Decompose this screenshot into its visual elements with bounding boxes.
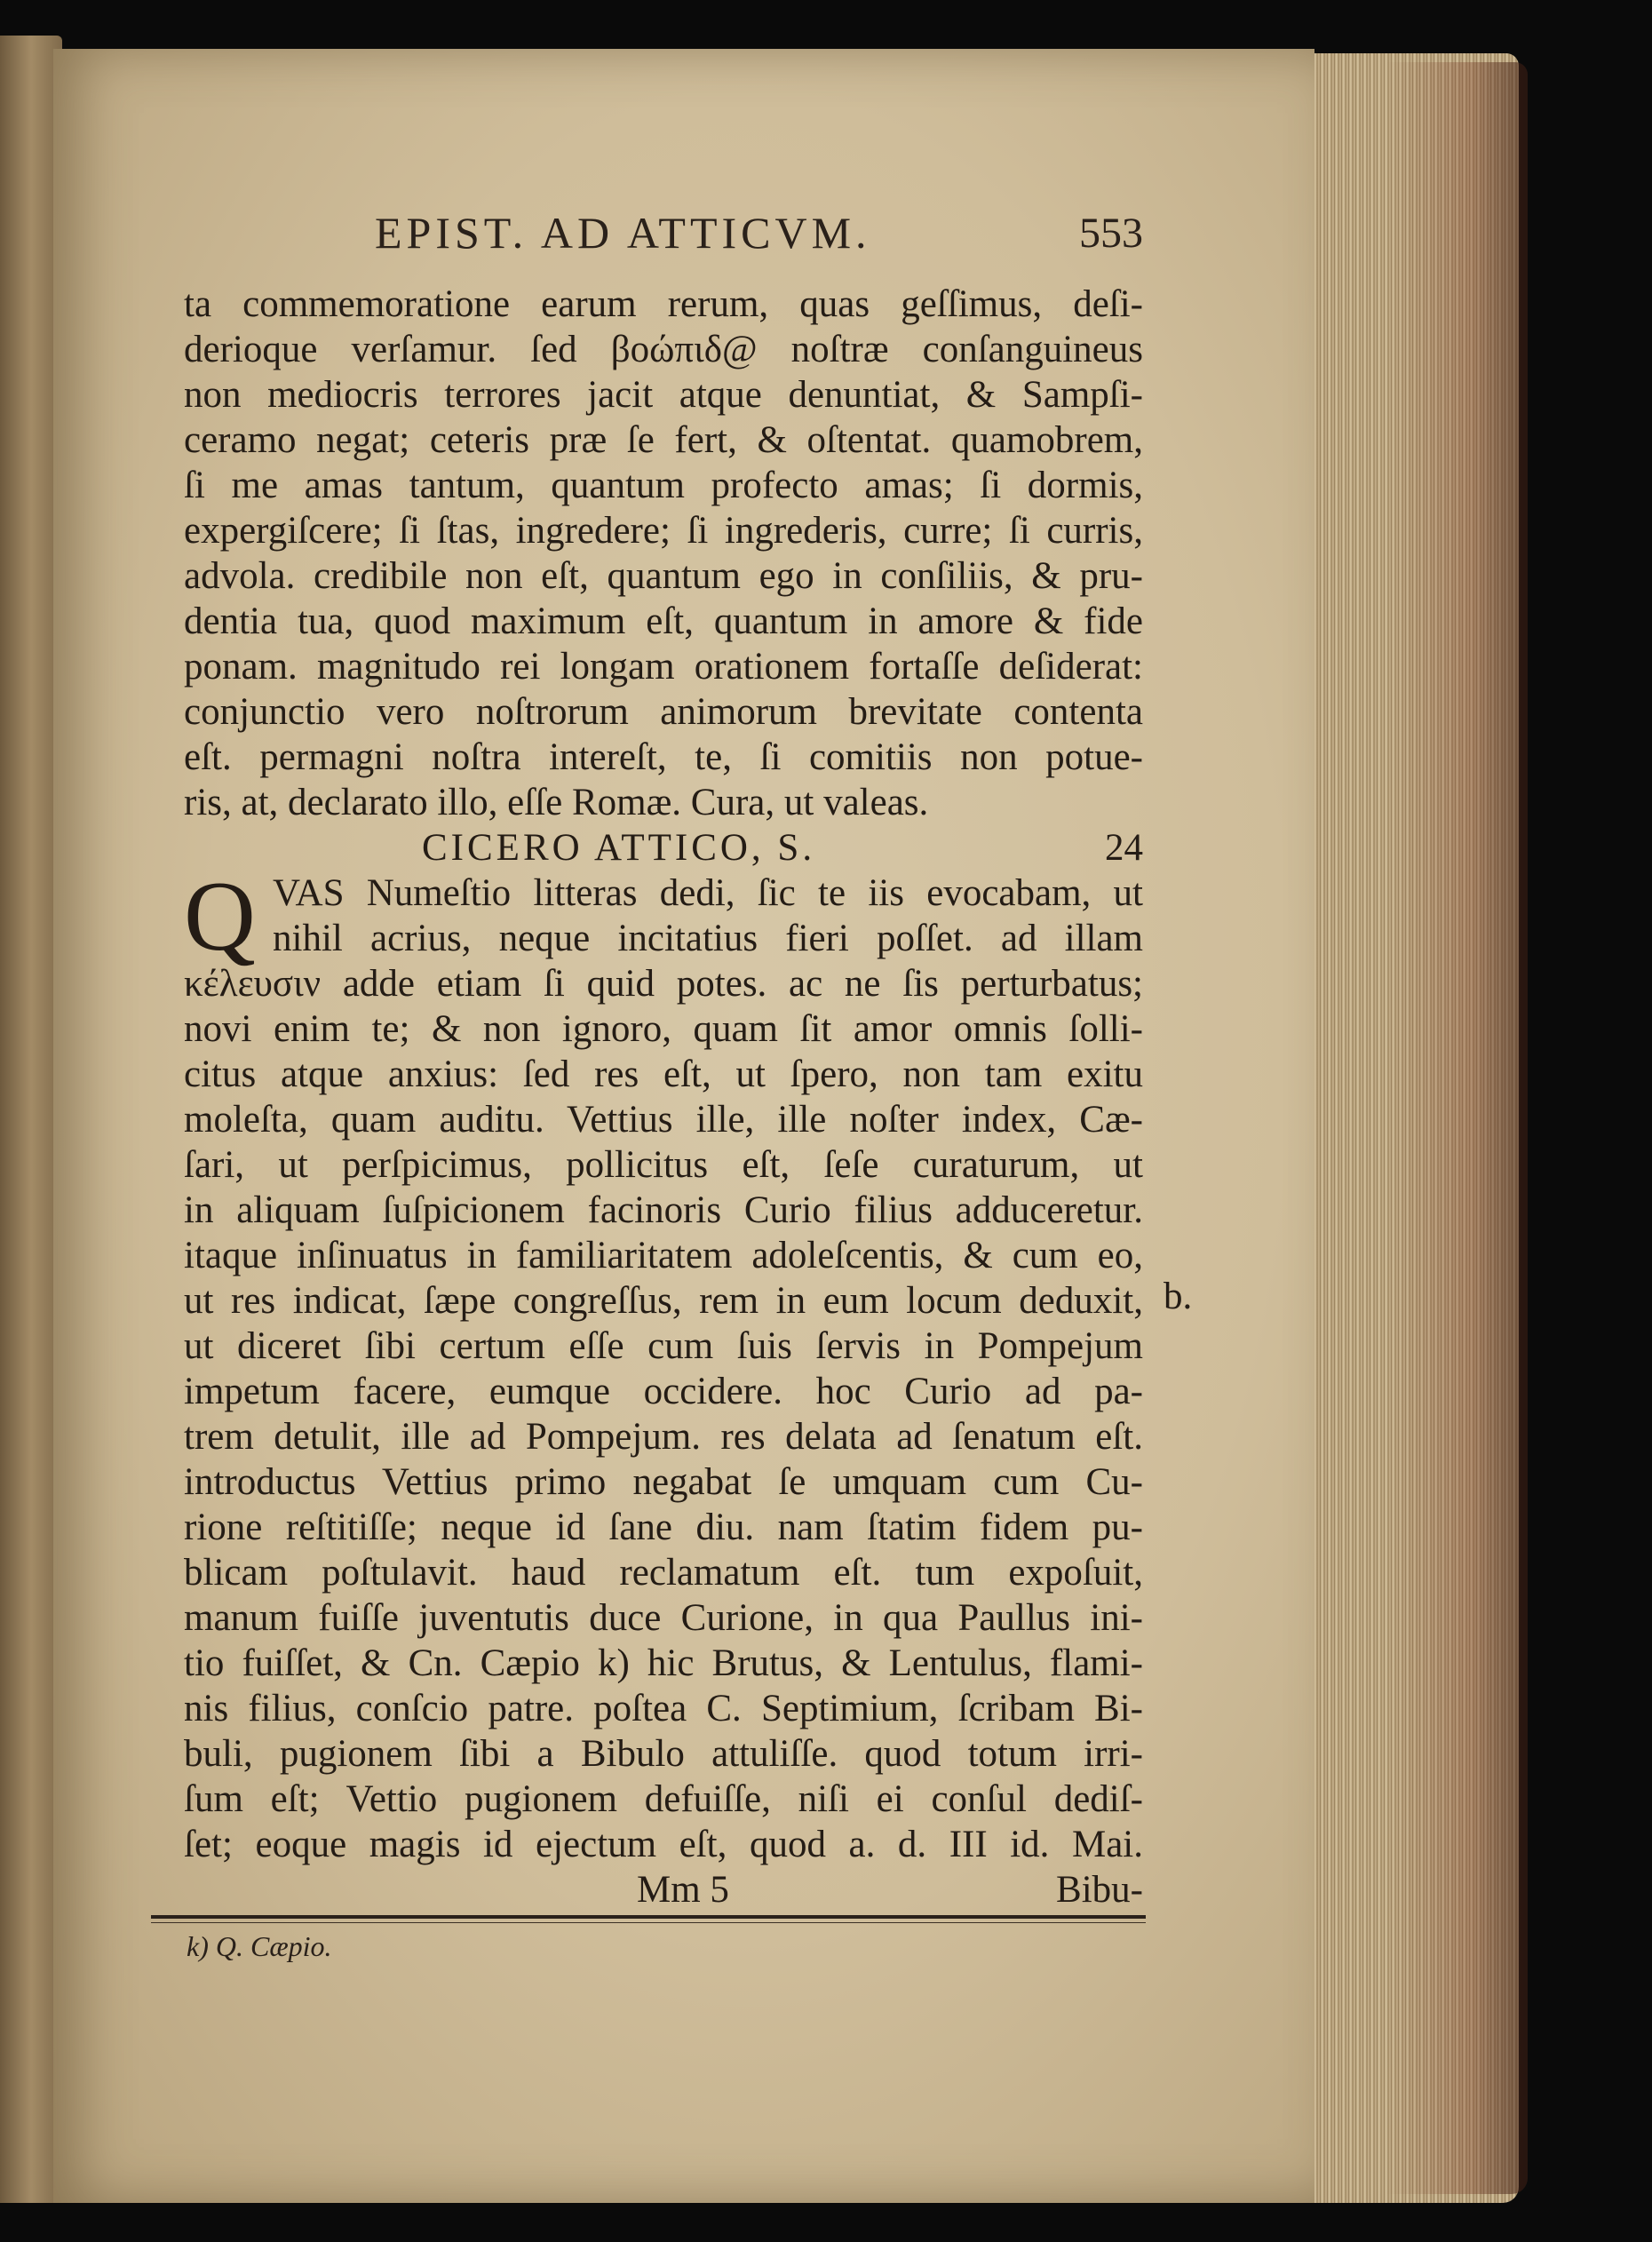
text-line: tio fuiſſet, & Cn. Cæpio k) hic Brutus, & Lentulus, flami- [184,1642,1143,1684]
initial-block [184,862,1143,972]
text-lines-after [184,961,1143,1867]
footnote: k) Q. Cæpio. [187,1930,332,1962]
text-line: conjunctio vero noſtrorum animorum brevitate contenta [184,691,1143,733]
text-line: advola. credibile non eſt, quantum ego in conſiliis, & pru- [184,555,1143,597]
drop-cap: Q [184,862,256,972]
text-line: ponam. magnitudo rei longam orationem fortaſſe deſiderat: [184,646,1143,688]
text-line: derioque verſamur. ſed βοώπιδ@ noſtræ conſanguineus [184,329,1143,370]
text-line: VAS Numeſtio litteras dedi, ſic te iis evocabam, ut [273,872,1143,914]
text-line: blicam poſtulavit. haud reclamatum eſt. tum expoſuit, [184,1552,1143,1594]
page-number: 553 [1079,210,1143,257]
initial-lines [184,862,1143,972]
letter-title: CICERO ATTICO, S. [422,827,816,869]
text-line: buli, pugionem ſibi a Bibulo attuliſſe. quod totum irri- [184,1733,1143,1775]
text-line: rione reſtitiſſe; neque id ſane diu. nam ſtatim fidem pu- [184,1507,1143,1548]
text-line: nihil acrius, neque incitatius fieri poſſet. ad illam [273,918,1143,959]
letter-heading [184,825,1143,871]
text-line: ta commemoratione earum rerum, quas geſſimus, deſi- [184,283,1143,325]
text-line: ſet; eoque magis id ejectum eſt, quod a. d. III id. Mai. [184,1824,1143,1865]
text-line: trem detulit, ille ad Pompejum. res delata ad ſenatum eſt. [184,1416,1143,1458]
text-line: nis filius, conſcio patre. poſtea C. Septimium, ſcribam Bi- [184,1688,1143,1729]
text-line: in aliquam ſuſpicionem facinoris Curio filius adduceretur. [184,1189,1143,1231]
running-head: EPIST. AD ATTICVM. [375,208,871,258]
text-line: citus atque anxius: ſed res eſt, ut ſpero, non tam exitu [184,1053,1143,1095]
signature-mark: Mm 5 [637,1869,729,1911]
text-line: introductus Vettius primo negabat ſe umquam cum Cu- [184,1461,1143,1503]
letter-number: 24 [1105,827,1143,869]
text-line: novi enim te; & non ignoro, quam ſit amor omnis ſolli- [184,1008,1143,1050]
text-line: impetum facere, eumque occidere. hoc Curio ad pa- [184,1371,1143,1412]
text-line: moleſta, quam auditu. Vettius ille, ille noſter index, Cæ- [184,1099,1143,1141]
text-line: non mediocris terrores jacit atque denuntiat, & Sampſi- [184,374,1143,416]
text-line: ſari, ut perſpicimus, pollicitus eſt, ſeſe curaturum, ut [184,1144,1143,1186]
footnote-rule [151,1915,1146,1919]
text-line: ſi me amas tantum, quantum profecto amas; ſi dormis, [184,465,1143,506]
signature-line [184,1867,1143,1912]
book-page [53,49,1314,2203]
text-line: eſt. permagni noſtra intereſt, te, ſi comitiis non potue- [184,736,1143,778]
text-line: ceramo negat; ceteris præ ſe fert, & oſtentat. quamobrem, [184,419,1143,461]
text-line: κέλευσιν adde etiam ſi quid potes. ac ne ſis perturbatus; [184,963,1143,1005]
margin-note: b. [1164,1276,1193,1317]
text-line: itaque inſinuatus in familiaritatem adoleſcentis, & cum eo, [184,1235,1143,1276]
main-text [184,282,1143,1912]
footnote-rule-thin [151,1922,1146,1923]
text-line: expergiſcere; ſi ſtas, ingredere; ſi ingrederis, curre; ſi curris, [184,510,1143,552]
text-line-closing: ris, at, declarato illo, eſſe Romæ. Cura, ut valeas. [184,782,929,823]
text-line: ut res indicat, ſæpe congreſſus, rem in eum locum deduxit, [184,1280,1143,1322]
text-line: manum fuiſſe juventutis duce Curione, in qua Paullus ini- [184,1597,1143,1639]
text-line: ſum eſt; Vettio pugionem defuiſſe, niſi ei conſul dediſ- [184,1778,1143,1820]
text-line: ut diceret ſibi certum eſſe cum ſuis ſervis in Pompejum [184,1325,1143,1367]
catchword: Bibu- [1056,1869,1143,1911]
text-line: dentia tua, quod maximum eſt, quantum in amore & fide [184,600,1143,642]
text-lines-before [184,282,1143,780]
book-edge-shadow [1386,62,1528,2194]
